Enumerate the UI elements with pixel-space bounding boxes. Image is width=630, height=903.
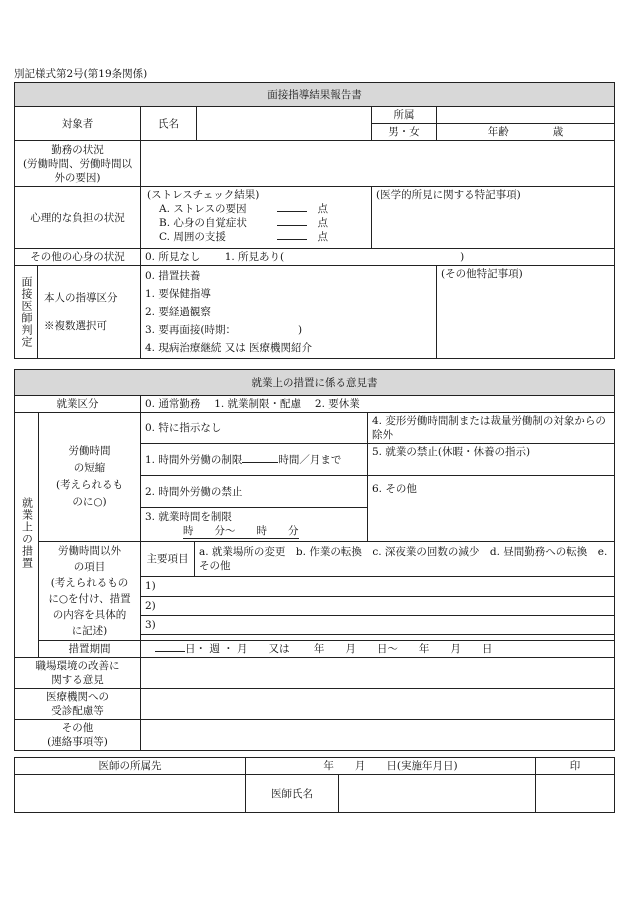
- other-notes-field[interactable]: [437, 266, 615, 359]
- shorten-label: 労働時間 の短縮 (考えられるも のに○): [39, 413, 141, 542]
- implementation-date[interactable]: 年 月 日(実施年月日): [246, 758, 536, 775]
- item-3-field[interactable]: 3): [141, 615, 615, 634]
- age-field[interactable]: [437, 124, 615, 141]
- work-measures-opinion-table: [14, 369, 615, 751]
- opinion-title: 就業上の措置に係る意見書: [15, 370, 615, 396]
- stress-b-field[interactable]: [277, 225, 307, 226]
- other-notes-label: (その他特記事項): [441, 268, 523, 280]
- medical-consideration-field[interactable]: [141, 689, 615, 720]
- main-items-label: 主要項目: [141, 542, 195, 577]
- doctor-affiliation-label: 医師の所属先: [15, 758, 246, 775]
- judge-label: 面接医師判定: [20, 276, 33, 348]
- other-contact-field[interactable]: [141, 720, 615, 751]
- affiliation-label: 所属: [372, 107, 437, 124]
- guidance-opt-3: 3. 要再面接(時期： ): [145, 324, 303, 336]
- doctor-name-field[interactable]: [339, 775, 536, 813]
- stress-c-field[interactable]: [277, 239, 307, 240]
- gender-select[interactable]: 男・女: [372, 124, 437, 141]
- work-class-label: 就業区分: [15, 396, 141, 413]
- period-text[interactable]: 日・ 週 ・ 月 又は 年 月 日〜 年 月 日: [185, 643, 493, 655]
- shorten-opt-3[interactable]: 3. 就業時間を制限: [145, 511, 232, 523]
- medical-header: (医学的所見に関する特記事項): [376, 189, 521, 201]
- item-2-field[interactable]: 2): [141, 596, 615, 615]
- point-unit: 点: [317, 231, 328, 243]
- shorten-opt-5[interactable]: 5. 就業の禁止(休暇・休養の指示): [368, 444, 615, 476]
- form-code: 別記様式第2号(第19条関係): [14, 68, 148, 80]
- age-label: 年齢: [487, 126, 509, 138]
- period-label: 措置期間: [39, 641, 141, 658]
- shorten-opt-4[interactable]: 4. 変形労働時間制または裁量労働制の対象からの除外: [368, 413, 615, 444]
- guidance-label: 本人の指導区分: [44, 292, 118, 304]
- shorten-opt-2[interactable]: 2. 時間外労働の禁止: [141, 476, 368, 508]
- seal-label: 印: [536, 758, 615, 775]
- doctor-name-label: 医師氏名: [246, 775, 339, 813]
- stress-c-label: C. 周囲の支援: [159, 231, 226, 243]
- stress-a-label: A. ストレスの要因: [159, 203, 247, 215]
- other-state-label: その他の心身の状況: [15, 249, 141, 266]
- stress-b-label: B. 心身の自覚症状: [159, 217, 247, 229]
- shorten-opt-0[interactable]: 0. 特に指示なし: [141, 413, 368, 444]
- name-label: 氏名: [141, 107, 197, 141]
- env-label: 職場環境の改善に 関する意見: [15, 658, 141, 689]
- period-count-field[interactable]: [155, 651, 185, 652]
- main-items-options[interactable]: a. 就業場所の変更 b. 作業の転換 c. 深夜業の回数の減少 d. 昼間勤務への転換 e. その他: [195, 542, 615, 577]
- shorten-opt-1: 1. 時間外労働の制限 時間／月まで: [141, 444, 368, 476]
- work-status-field[interactable]: [141, 141, 615, 187]
- guidance-opt-0[interactable]: 0. 措置扶養: [145, 270, 201, 282]
- other-state-opt1[interactable]: 1. 所見あり(: [224, 251, 285, 263]
- other-items-label: 労働時間以外 の項目 (考えられるもの に○を付け、措置 の内容を具体的 に記述): [39, 542, 141, 641]
- medical-consideration-label: 医療機関への 受診配慮等: [15, 689, 141, 720]
- psych-label: 心理的な負担の状況: [15, 187, 141, 249]
- guidance-opt-4[interactable]: 4. 現病治療継続 又は 医療機関紹介: [145, 342, 313, 354]
- medical-findings-field[interactable]: [372, 187, 615, 249]
- measures-label: 就業上の措置: [20, 497, 34, 569]
- report-title: 面接指導結果報告書: [15, 83, 615, 107]
- multi-select-note: ※複数選択可: [44, 320, 107, 332]
- doctor-signature-table: [14, 757, 615, 813]
- env-field[interactable]: [141, 658, 615, 689]
- point-unit: 点: [317, 203, 328, 215]
- other-state-opt0[interactable]: 0. 所見なし: [145, 251, 201, 263]
- stress-header: (ストレスチェック結果): [147, 189, 260, 201]
- age-unit: 歳: [552, 126, 564, 138]
- guidance-opt-2[interactable]: 2. 要経過観察: [145, 306, 211, 318]
- stress-a-field[interactable]: [277, 211, 307, 212]
- point-unit: 点: [317, 217, 328, 229]
- name-field[interactable]: [197, 107, 372, 141]
- shorten-opt-3-time[interactable]: 時 分〜 時 分: [183, 525, 299, 537]
- guidance-opt-1[interactable]: 1. 要保健指導: [145, 288, 211, 300]
- interview-report-table: [14, 82, 615, 359]
- affiliation-field[interactable]: [437, 107, 615, 124]
- doctor-affiliation-field[interactable]: [15, 775, 246, 813]
- other-state-close: ): [460, 251, 465, 263]
- other-contact-label: その他 (連絡事項等): [15, 720, 141, 751]
- seal-field[interactable]: [536, 775, 615, 813]
- shorten-opt-6[interactable]: 6. その他: [368, 476, 615, 542]
- subject-label: 対象者: [15, 107, 141, 141]
- item-1-field[interactable]: 1): [141, 577, 615, 596]
- work-status-label: 勤務の状況 (労働時間、労働時間以外の要因): [15, 141, 141, 187]
- work-class-options[interactable]: 0. 通常勤務 1. 就業制限・配慮 2. 要休業: [141, 396, 615, 413]
